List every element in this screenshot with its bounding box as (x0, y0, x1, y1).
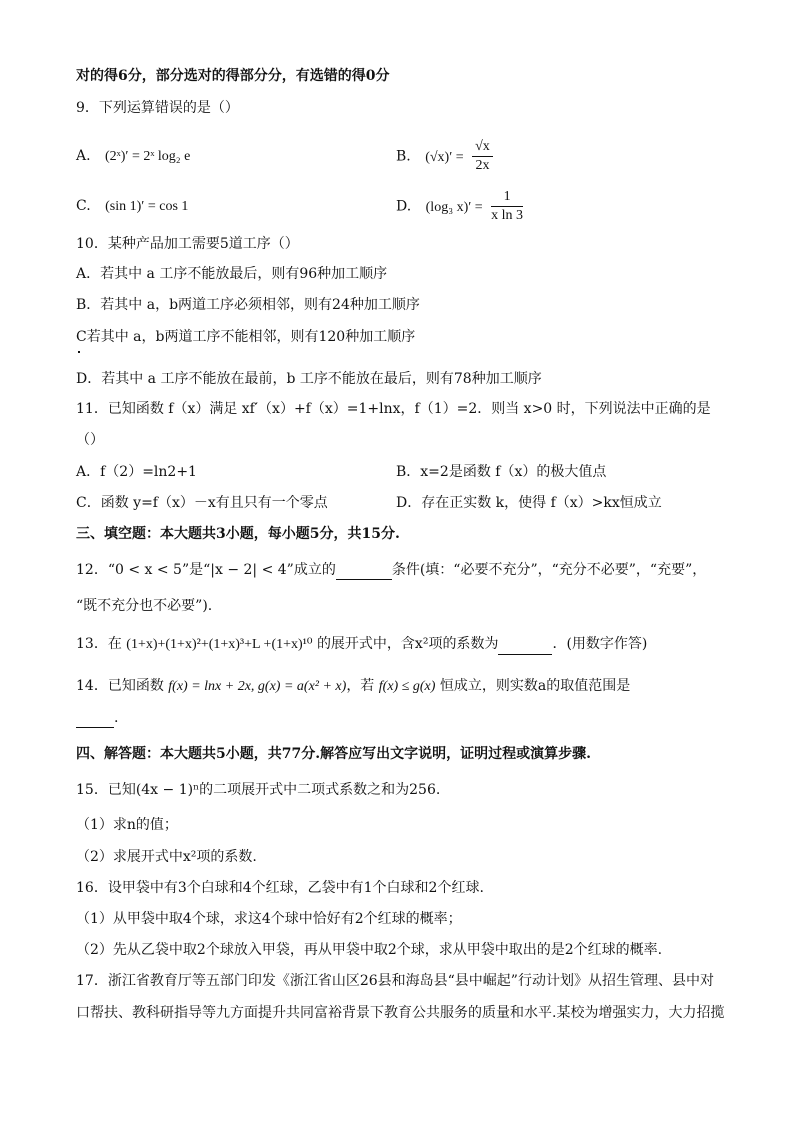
q9-b-denominator: 2x (475, 158, 490, 173)
q9-option-b (396, 138, 493, 176)
q11-option-b: B．x=2是函数 f（x）的极大值点 (396, 464, 607, 480)
q14-line-1 (76, 676, 630, 697)
q12-answer-blank (336, 563, 392, 580)
q10-option-a: A．若其中 a 工序不能放最后，则有96种加工顺序 (76, 266, 388, 282)
q9-c-math: (sin 1)′ = cos 1 (105, 199, 189, 214)
q13-answer-blank (498, 638, 552, 655)
q12-post: 条件(填：“必要不充分”，“充分不必要”，“充要”， (391, 562, 707, 578)
q17-line-1: 17．浙江省教育厅等五部门印发《浙江省山区26县和海岛县“县中崛起”行动计划》从招生管理、县中对 (76, 973, 714, 989)
stray-mark (78, 351, 80, 353)
q9-b-lhs: (√x)′ = (425, 149, 464, 165)
q12-line-1 (76, 560, 706, 580)
q14-condition: f(x) ≤ g(x) (378, 679, 436, 694)
q11-option-d: D．存在正实数 k，使得 f（x）>kx恒成立 (396, 495, 662, 511)
q9-d-numerator: 1 (491, 188, 523, 207)
q10-option-d: D．若其中 a 工序不能放在最前，b 工序不能放在最后，则有78种加工顺序 (76, 371, 542, 387)
q9-b-fraction (472, 138, 493, 175)
q14-mid: ，若 (346, 678, 375, 694)
q9-option-c (76, 196, 188, 217)
q13-post: ．(用数字作答) (552, 636, 648, 652)
q9-b-label: B. (396, 148, 411, 165)
q9-d-label: D. (396, 198, 412, 215)
q14-answer-blank (76, 711, 114, 728)
q9-d-lhs: (log₃ x)′ = (425, 199, 483, 215)
q15-part-1: （1）求n的值； (76, 817, 178, 833)
q15-part-2: （2）求展开式中x²项的系数. (76, 849, 257, 865)
q9-a-math: (2ˣ)′ = 2ˣ log₂ e (105, 149, 191, 164)
q14-line-2 (76, 708, 118, 728)
q9-option-d (396, 188, 523, 226)
q14-expression: f(x) = lnx + 2x, g(x) = a(x² + x) (168, 679, 347, 694)
q15-stem: 15．已知(4x − 1)ⁿ的二项展开式中二项式系数之和为256. (76, 782, 441, 798)
q16-stem: 16．设甲袋中有3个白球和4个红球，乙袋中有1个白球和2个红球. (76, 880, 484, 896)
scoring-note: 对的得6分，部分选对的得部分分，有选错的得0分 (76, 68, 390, 84)
q16-part-2: （2）先从乙袋中取2个球放入甲袋，再从甲袋中取2个球，求从甲袋中取出的是2个红球的概率. (76, 942, 663, 958)
q13-mid: 的展开式中，含x²项的系数为 (316, 636, 499, 652)
q9-d-denominator: x ln 3 (491, 208, 524, 223)
q9-d-fraction (491, 188, 523, 225)
q14-post: 恒成立，则实数a的取值范围是 (439, 678, 631, 694)
q11-option-c: C．函数 y=f（x）－x有且只有一个零点 (76, 495, 328, 511)
q16-part-1: （1）从甲袋中取4个球，求这4个球中恰好有2个红球的概率； (76, 911, 462, 927)
q13-pre: 13．在 (76, 636, 122, 652)
section-4-heading: 四、解答题：本大题共5小题，共77分.解答应写出文字说明，证明过程或演算步骤. (76, 746, 591, 762)
q11-option-a: A．f（2）=ln2+1 (76, 464, 197, 480)
q14-pre: 14．已知函数 (76, 678, 164, 694)
section-3-heading: 三、填空题：本大题共3小题，每小题5分，共15分. (76, 526, 400, 542)
q10-stem: 10．某种产品加工需要5道工序（） (76, 236, 299, 252)
q9-stem: 9．下列运算错误的是（） (76, 100, 239, 116)
q9-c-label: C. (76, 198, 91, 214)
q12-line-2: “既不充分也不必要”). (76, 598, 213, 614)
q11-answer-paren: （） (76, 432, 104, 448)
q17-line-2: 口帮扶、教科研指导等九方面提升共同富裕背景下教育公共服务的质量和水平.某校为增强实力，大力招揽 (76, 1005, 725, 1021)
q12-pre: 12．“0 < x < 5”是“|x − 2| < 4”成立的 (76, 562, 336, 578)
q9-b-numerator: √x (472, 138, 493, 157)
q10-option-b: B．若其中 a，b两道工序必须相邻，则有24种加工顺序 (76, 297, 420, 313)
q11-stem: 11．已知函数 f（x）满足 xf′（x）+f（x）=1+lnx，f（1）=2．则当 x>0 时，下列说法中正确的是 (76, 401, 711, 417)
q9-option-a (76, 146, 190, 167)
q14-end: . (114, 710, 119, 726)
q13-expression: (1+x)+(1+x)²+(1+x)³+L +(1+x)¹⁰ (126, 637, 313, 652)
q13 (76, 634, 647, 655)
q10-option-c: C若其中 a，b两道工序不能相邻，则有120种加工顺序 (76, 329, 416, 345)
q9-a-label: A. (76, 148, 91, 164)
